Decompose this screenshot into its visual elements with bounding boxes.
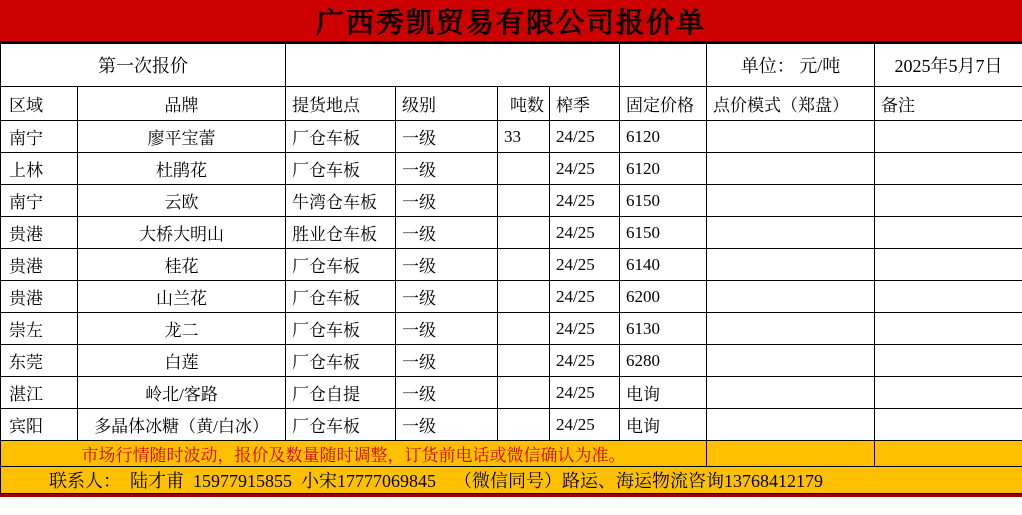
col-header-point-mode: 点价模式（郑盘）	[707, 87, 875, 121]
col-header-tons: 吨数	[498, 87, 550, 121]
col-header-brand: 品牌	[78, 87, 286, 121]
cell-pickup: 厂仓车板	[286, 345, 396, 377]
empty-cell	[620, 44, 707, 87]
cell-pickup: 厂仓车板	[286, 409, 396, 441]
cell-brand: 杜鹃花	[78, 153, 286, 185]
cell-brand: 白莲	[78, 345, 286, 377]
cell-note	[875, 313, 1022, 345]
empty-cell	[286, 44, 620, 87]
cell-season: 24/25	[550, 345, 620, 377]
col-header-region: 区域	[1, 87, 78, 121]
cell-grade: 一级	[396, 377, 498, 409]
cell-grade: 一级	[396, 345, 498, 377]
quote-date: 2025年5月7日	[875, 44, 1022, 87]
cell-grade: 一级	[396, 281, 498, 313]
cell-tons	[498, 345, 550, 377]
cell-region: 湛江	[1, 377, 78, 409]
cell-pickup: 厂仓车板	[286, 153, 396, 185]
cell-season: 24/25	[550, 121, 620, 153]
cell-price: 电询	[620, 377, 707, 409]
cell-tons	[498, 409, 550, 441]
cell-season: 24/25	[550, 185, 620, 217]
cell-brand: 云欧	[78, 185, 286, 217]
cell-brand: 岭北/客路	[78, 377, 286, 409]
cell-season: 24/25	[550, 313, 620, 345]
table-row	[1, 345, 1022, 377]
cell-tons	[498, 217, 550, 249]
table-row	[1, 153, 1022, 185]
cell-brand: 多晶体冰糖（黄/白冰）	[78, 409, 286, 441]
cell-price: 6150	[620, 185, 707, 217]
bottom-red-strip	[0, 494, 1022, 497]
cell-tons: 33	[498, 121, 550, 153]
cell-grade: 一级	[396, 313, 498, 345]
cell-point-mode	[707, 217, 875, 249]
cell-point-mode	[707, 121, 875, 153]
cell-point-mode	[707, 313, 875, 345]
col-header-note: 备注	[875, 87, 1022, 121]
cell-pickup: 厂仓自提	[286, 377, 396, 409]
cell-tons	[498, 377, 550, 409]
cell-price: 6140	[620, 249, 707, 281]
cell-region: 贵港	[1, 281, 78, 313]
table-row	[1, 249, 1022, 281]
cell-point-mode	[707, 377, 875, 409]
cell-point-mode	[707, 409, 875, 441]
cell-grade: 一级	[396, 121, 498, 153]
cell-region: 贵港	[1, 217, 78, 249]
cell-region: 崇左	[1, 313, 78, 345]
cell-pickup: 胜业仓车板	[286, 217, 396, 249]
cell-region: 上林	[1, 153, 78, 185]
table-row	[1, 185, 1022, 217]
cell-region: 南宁	[1, 185, 78, 217]
cell-region: 宾阳	[1, 409, 78, 441]
empty-cell	[875, 441, 1022, 467]
empty-cell	[707, 441, 875, 467]
cell-pickup: 厂仓车板	[286, 313, 396, 345]
cell-brand: 大桥大明山	[78, 217, 286, 249]
cell-price: 电询	[620, 409, 707, 441]
cell-region: 贵港	[1, 249, 78, 281]
first-quote-label: 第一次报价	[1, 44, 286, 87]
cell-point-mode	[707, 153, 875, 185]
cell-note	[875, 153, 1022, 185]
cell-note	[875, 185, 1022, 217]
cell-season: 24/25	[550, 409, 620, 441]
col-header-pickup: 提货地点	[286, 87, 396, 121]
cell-note	[875, 377, 1022, 409]
cell-brand: 龙二	[78, 313, 286, 345]
cell-region: 东莞	[1, 345, 78, 377]
cell-price: 6130	[620, 313, 707, 345]
cell-season: 24/25	[550, 153, 620, 185]
cell-note	[875, 345, 1022, 377]
cell-region: 南宁	[1, 121, 78, 153]
cell-price: 6280	[620, 345, 707, 377]
cell-pickup: 厂仓车板	[286, 281, 396, 313]
cell-tons	[498, 313, 550, 345]
cell-note	[875, 249, 1022, 281]
cell-price: 6120	[620, 121, 707, 153]
cell-pickup: 牛湾仓车板	[286, 185, 396, 217]
table-row	[1, 409, 1022, 441]
table-row	[1, 377, 1022, 409]
col-header-grade: 级别	[396, 87, 498, 121]
cell-grade: 一级	[396, 153, 498, 185]
cell-note	[875, 121, 1022, 153]
cell-brand: 桂花	[78, 249, 286, 281]
cell-brand: 山兰花	[78, 281, 286, 313]
cell-point-mode	[707, 281, 875, 313]
cell-season: 24/25	[550, 217, 620, 249]
cell-tons	[498, 153, 550, 185]
cell-price: 6150	[620, 217, 707, 249]
cell-season: 24/25	[550, 377, 620, 409]
cell-grade: 一级	[396, 217, 498, 249]
market-notice-text: 市场行情随时波动，报价及数量随时调整，订货前电话或微信确认为准。	[1, 441, 707, 467]
cell-tons	[498, 281, 550, 313]
cell-price: 6120	[620, 153, 707, 185]
table-row	[1, 313, 1022, 345]
cell-season: 24/25	[550, 281, 620, 313]
page-title: 广西秀凯贸易有限公司报价单	[315, 7, 706, 39]
title-bar	[0, 0, 1022, 43]
cell-pickup: 厂仓车板	[286, 249, 396, 281]
table-row	[1, 281, 1022, 313]
quotation-table	[0, 43, 1022, 494]
contact-info-text: 联系人： 陆才甫 15977915855 小宋17777069845 （微信同号）路运、海运物流咨询13768412179	[1, 467, 1022, 494]
cell-point-mode	[707, 185, 875, 217]
col-header-fixed-price: 固定价格	[620, 87, 707, 121]
cell-season: 24/25	[550, 249, 620, 281]
cell-point-mode	[707, 345, 875, 377]
cell-note	[875, 409, 1022, 441]
subheader-row	[1, 44, 1022, 87]
cell-note	[875, 281, 1022, 313]
notice-row	[1, 441, 1022, 467]
cell-pickup: 厂仓车板	[286, 121, 396, 153]
table-row	[1, 217, 1022, 249]
cell-brand: 廖平宝蕾	[78, 121, 286, 153]
cell-grade: 一级	[396, 409, 498, 441]
cell-note	[875, 217, 1022, 249]
contact-row	[1, 467, 1022, 494]
unit-label: 单位： 元/吨	[707, 44, 875, 87]
table-row	[1, 121, 1022, 153]
cell-grade: 一级	[396, 249, 498, 281]
cell-price: 6200	[620, 281, 707, 313]
cell-grade: 一级	[396, 185, 498, 217]
cell-tons	[498, 185, 550, 217]
col-header-season: 榨季	[550, 87, 620, 121]
cell-point-mode	[707, 249, 875, 281]
cell-tons	[498, 249, 550, 281]
column-header-row	[1, 87, 1022, 121]
